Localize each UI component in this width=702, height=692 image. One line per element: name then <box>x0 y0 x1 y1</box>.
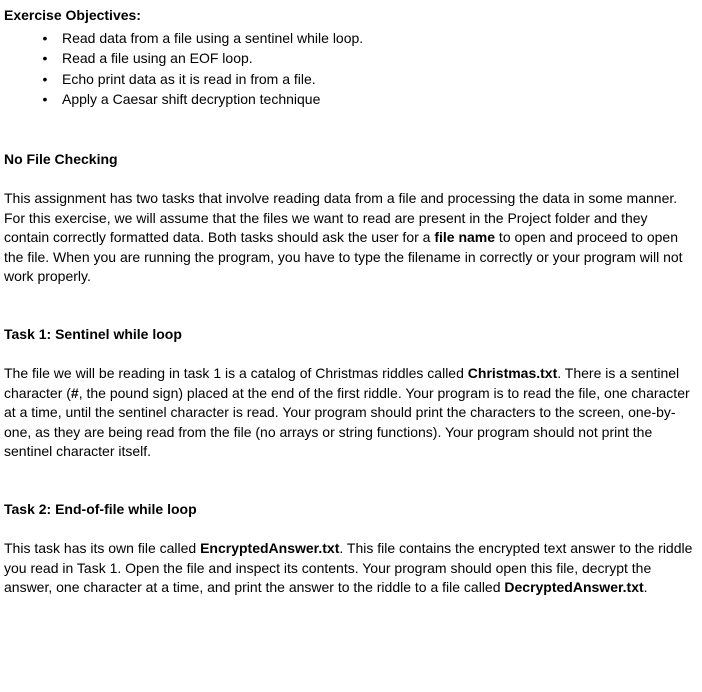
objective-item <box>4 28 694 49</box>
no-file-checking-section <box>4 150 694 287</box>
bold-filename: Christmas.txt <box>467 365 558 381</box>
text-run: The file we will be reading in task 1 is a catalog of Christmas riddles called <box>4 365 468 381</box>
bold-sentinel: # <box>70 384 79 401</box>
objectives-list <box>4 28 694 110</box>
bullet-icon: • <box>42 70 48 87</box>
task2-heading: Task 2: End-of-file while loop <box>4 500 197 517</box>
no-file-checking-heading: No File Checking <box>4 150 118 167</box>
text-run: This task has its own file called <box>4 540 201 556</box>
task2-paragraph <box>4 539 694 598</box>
objective-item <box>4 48 694 69</box>
bullet-icon: • <box>42 29 48 46</box>
task1-section <box>4 325 694 462</box>
task1-paragraph <box>4 364 694 462</box>
bullet-icon: • <box>42 50 48 66</box>
text-run: . <box>643 579 648 595</box>
text-run: . This file contains the encrypted text answer to the riddle you read in Task 1. Open the file and inspect its contents. Your program should open this file, decrypt the answer, one character at a time, and print the answer to the riddle to a file called <box>4 540 693 595</box>
objectives-section <box>4 6 694 110</box>
task2-section <box>4 500 694 598</box>
objectives-heading: Exercise Objectives: <box>4 7 141 23</box>
text-run: to open and proceed to open the file. When you are running the program, you have to type the filename in correctly or your program will not work properly. <box>4 229 683 284</box>
document-page <box>4 6 694 598</box>
bold-filename: DecryptedAnswer.txt <box>504 579 644 595</box>
objective-text: Read a file using an EOF loop. <box>62 50 253 66</box>
task1-heading: Task 1: Sentinel while loop <box>4 325 182 342</box>
bold-filename: EncryptedAnswer.txt <box>200 540 340 556</box>
no-file-checking-paragraph <box>4 189 694 287</box>
objective-item <box>4 89 694 110</box>
objective-text: Read data from a file using a sentinel while loop. <box>62 29 364 46</box>
text-run: , the pound sign) placed at the end of the first riddle. Your program is to read the file, one character at a time, until the sentinel character is read. Your program should print the characters to the screen, one-by-one, as they are being read from the file (no arrays or string functions). Your program should not print the sentinel character itself. <box>4 384 690 459</box>
bullet-icon: • <box>42 91 48 107</box>
text-run: This assignment has two tasks that involve reading data from a file and processing the data in some manner. For this exercise, we will assume that the files we want to read are present in the Project folder and they contain correctly formatted data. Both tasks should ask the user for a <box>4 190 678 245</box>
text-run: . There is a sentinel character ( <box>4 365 680 401</box>
objective-text: Apply a Caesar shift decryption technique <box>62 91 321 107</box>
objective-item <box>4 69 694 90</box>
bold-term: file name <box>434 229 496 245</box>
objective-text: Echo print data as it is read in from a file. <box>62 70 316 87</box>
